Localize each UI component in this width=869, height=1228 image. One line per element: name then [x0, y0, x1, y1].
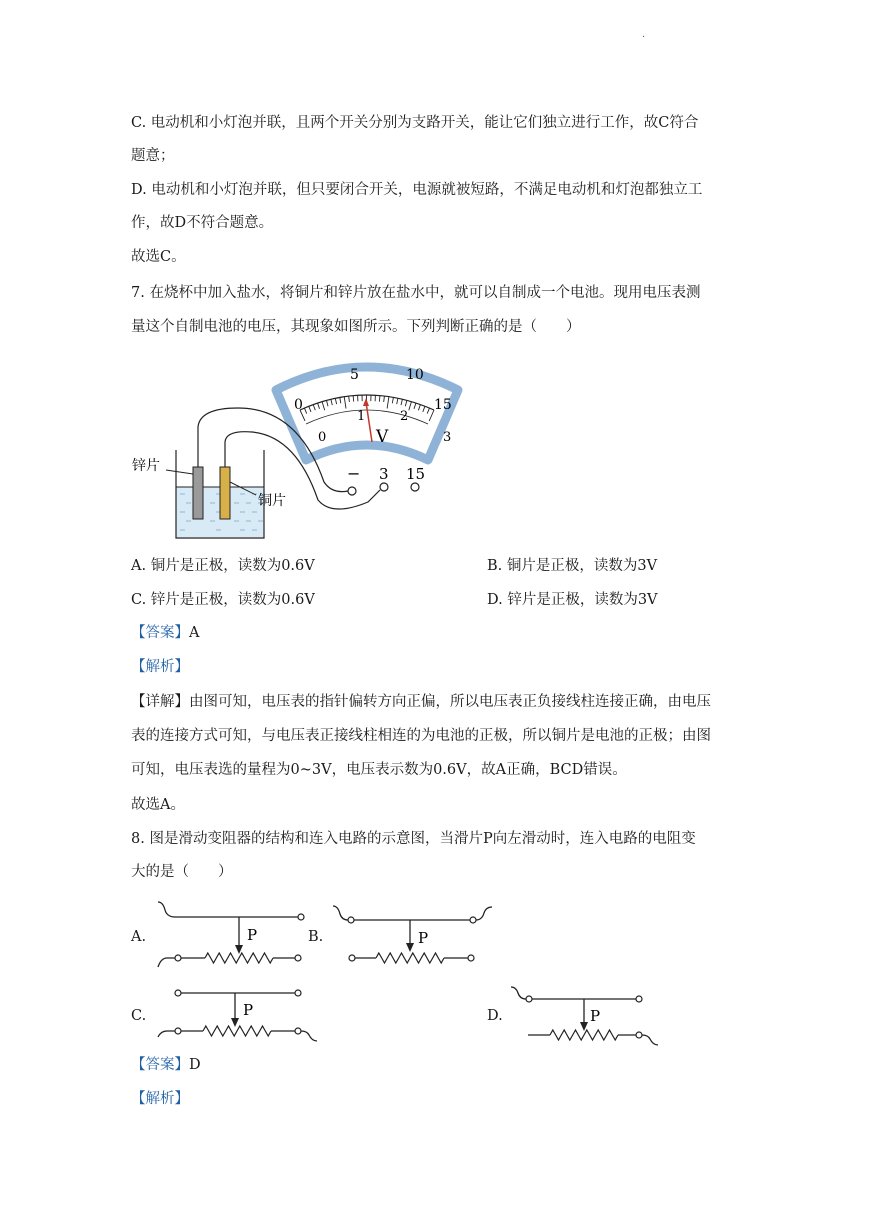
q7-answer-tag: 【答案】	[131, 625, 189, 641]
zinc-plate	[193, 467, 203, 519]
coil-terminal-left	[175, 1028, 181, 1034]
bottom-scale-0: 0	[318, 430, 327, 445]
coil-terminal-right	[468, 955, 474, 961]
q8-label-a: A.	[131, 929, 147, 945]
q8-answer-line	[131, 1055, 201, 1075]
wire-top-left	[333, 906, 348, 920]
q8-stem-line1: 8. 图是滑动变阻器的结构和连入电路的示意图，当滑片P向左滑动时，连入电路的电阻变	[131, 831, 696, 847]
zinc-pointer	[166, 470, 193, 474]
prev-option-c-cont: 题意；	[131, 148, 175, 164]
scale-tick	[353, 396, 354, 402]
bottom-scale-2: 2	[400, 409, 409, 424]
rod-terminal-left	[348, 917, 354, 923]
q7-detail-tag: 【详解】	[131, 694, 189, 710]
q8-answer: D	[189, 1057, 201, 1073]
q7-option-a: A. 铜片是正极，读数为0.6V	[131, 558, 315, 574]
q7-detail-line2: 表的连接方式可知，与电压表正接线柱相连的为电池的正极，所以铜片是电池的正极；由图	[131, 728, 711, 744]
rheostat-d	[508, 985, 668, 1050]
prev-choice: 故选C。	[131, 249, 186, 265]
rod-terminal-right	[470, 917, 476, 923]
q7-option-d: D. 锌片是正极，读数为3V	[487, 592, 658, 608]
q8-stem-line2: 大的是（ ）	[131, 864, 233, 880]
wire-bottom-left	[158, 958, 175, 967]
slider-label: P	[247, 926, 258, 944]
terminal-15	[411, 483, 419, 491]
rod-terminal-left	[175, 990, 181, 996]
prev-option-d-cont: 作，故D不符合题意。	[131, 215, 274, 231]
q7-stem-line2: 量这个自制电池的电压，其现象如图所示。下列判断正确的是（ ）	[131, 319, 581, 335]
wire-top-left	[158, 902, 175, 917]
q8-label-c: C.	[131, 1008, 147, 1024]
bottom-scale-1: 1	[357, 409, 366, 424]
q7-stem-line1: 7. 在烧杯中加入盐水，将铜片和锌片放在盐水中，就可以自制成一个电池。现用电压表测	[131, 285, 701, 301]
slider-arrow	[406, 943, 414, 952]
wire-bottom-right	[642, 1035, 658, 1045]
copper-label: 铜片	[258, 493, 286, 509]
wire-top-right	[476, 907, 492, 920]
prev-option-c: C. 电动机和小灯泡并联，且两个开关分别为支路开关，能让它们独立进行工作，故C符合	[131, 115, 699, 131]
wire-top-left	[511, 987, 526, 999]
rod-terminal-right	[298, 914, 304, 920]
resistance-coil	[205, 953, 273, 963]
rod-terminal-right	[636, 996, 642, 1002]
q8-analysis-tag: 【解析】	[131, 1091, 189, 1107]
rheostat-a	[155, 900, 310, 975]
top-scale-10: 10	[406, 367, 424, 383]
top-scale-5: 5	[350, 367, 359, 383]
slider-label: P	[418, 929, 429, 947]
slider-label: P	[590, 1007, 601, 1025]
q8-label-d: D.	[487, 1008, 503, 1024]
zinc-label: 锌片	[132, 458, 160, 474]
coil-terminal-left	[349, 955, 355, 961]
rod-terminal-right	[295, 990, 301, 996]
resistance-coil	[550, 1030, 618, 1040]
q8-label-b: B.	[308, 929, 324, 945]
terminal-15-label: 15	[406, 465, 426, 483]
slider-label: P	[243, 1001, 254, 1019]
terminal-minus	[348, 487, 356, 495]
q7-analysis-tag: 【解析】	[131, 659, 189, 675]
rheostat-b	[330, 900, 495, 970]
coil-terminal-right	[295, 1028, 301, 1034]
wire-bottom-left	[158, 1031, 175, 1037]
coil-terminal-left	[175, 955, 181, 961]
q7-option-b: B. 铜片是正极，读数为3V	[487, 558, 658, 574]
wire-bottom-right	[301, 1031, 317, 1041]
terminal-3	[380, 483, 388, 491]
terminal-3-label: 3	[379, 465, 389, 483]
q7-answer: A	[189, 625, 200, 641]
q7-detail-line1: 【详解】由图可知，电压表的指针偏转方向正偏，所以电压表正负接线柱连接正确，由电压	[131, 694, 711, 710]
prev-option-d: D. 电动机和小灯泡并联，但只要闭合开关，电源就被短路，不满足电动机和灯泡都独立工	[131, 182, 703, 198]
rod-terminal-left	[526, 996, 532, 1002]
scale-tick	[379, 396, 380, 402]
resistance-coil	[203, 1026, 271, 1036]
coil-terminal-right	[636, 1032, 642, 1038]
meter-unit-label: V	[376, 427, 389, 447]
top-mark: ·	[642, 32, 646, 43]
q8-answer-tag: 【答案】	[131, 1057, 189, 1073]
resistance-coil	[376, 953, 444, 963]
top-scale-0: 0	[294, 397, 303, 413]
terminal-minus-label: −	[347, 464, 361, 483]
slider-arrow	[231, 1018, 239, 1027]
q7-choice: 故选A。	[131, 797, 185, 813]
q7-voltmeter-figure	[128, 352, 498, 547]
q7-detail-line3: 可知，电压表选的量程为0~3V，电压表示数为0.6V，故A正确，BCD错误。	[131, 762, 627, 778]
q7-answer-line	[131, 623, 199, 643]
coil-terminal-right	[295, 955, 301, 961]
bottom-scale-3: 3	[443, 430, 452, 445]
rheostat-c	[155, 985, 320, 1045]
top-scale-15: 15	[434, 397, 452, 413]
q7-option-c: C. 锌片是正极，读数为0.6V	[131, 592, 315, 608]
copper-plate	[220, 467, 230, 519]
